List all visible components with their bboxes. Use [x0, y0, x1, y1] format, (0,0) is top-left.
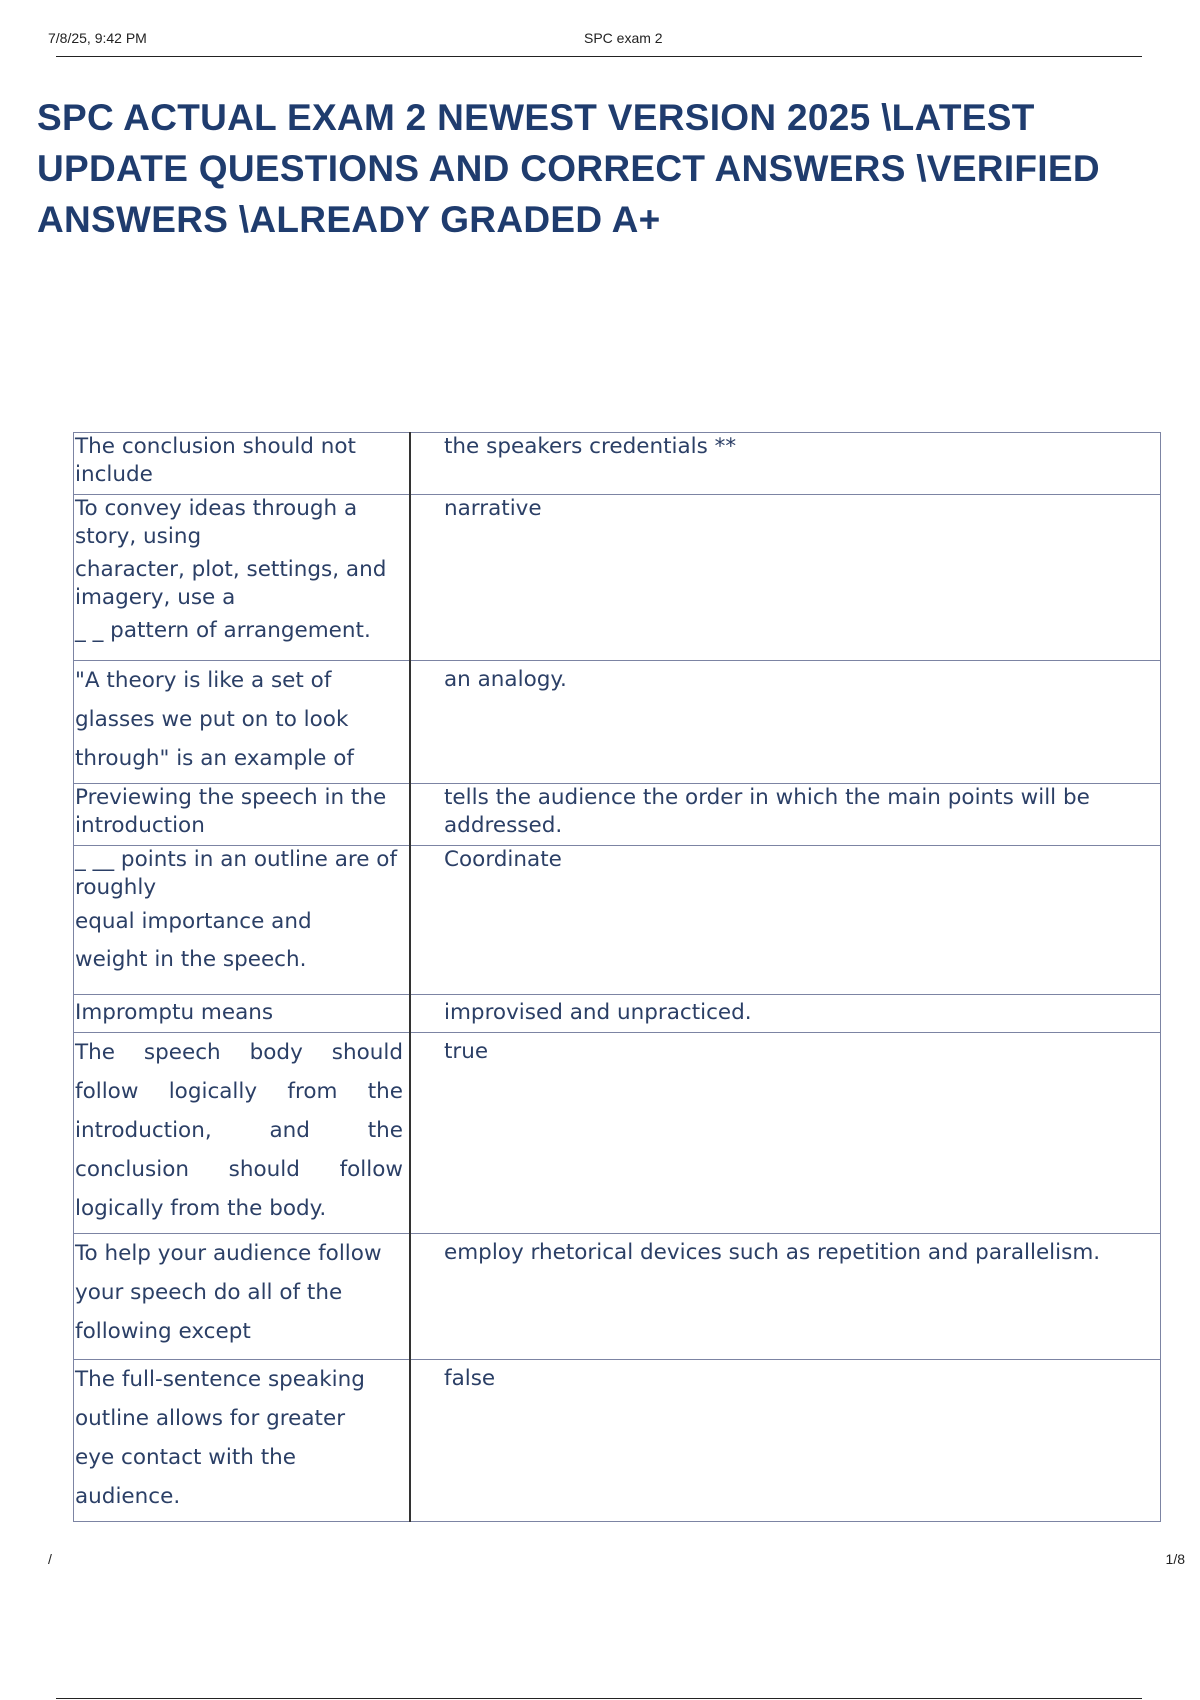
title-line: ANSWERS \ALREADY GRADED A+: [37, 199, 661, 240]
answer-line: false: [444, 1366, 496, 1391]
question-line: Impromptu means: [75, 1000, 274, 1025]
question-line: logically from the body.: [75, 1196, 327, 1221]
title-line: SPC ACTUAL EXAM 2 NEWEST VERSION 2025 \LATEST: [37, 97, 1035, 138]
question-line: follow logically from the: [75, 1079, 403, 1104]
question-cell: [74, 433, 411, 495]
answer-line: employ rhetorical devices such as repetition and parallelism.: [444, 1240, 1101, 1265]
table-row: [74, 1033, 1161, 1234]
question-cell: [74, 661, 411, 784]
question-line: roughly: [75, 875, 157, 900]
question-line: introduction: [75, 813, 205, 838]
question-line: "A theory is like a set of: [75, 668, 332, 693]
question-line: story, using: [75, 524, 202, 549]
answer-line: addressed.: [444, 813, 563, 838]
question-cell: [74, 1033, 411, 1234]
question-line: imagery, use a: [75, 585, 236, 610]
answer-cell: [410, 661, 1161, 784]
table-row: [74, 995, 1161, 1033]
answer-line: the speakers credentials **: [444, 434, 737, 459]
question-line: outline allows for greater: [75, 1406, 346, 1431]
title-line: UPDATE QUESTIONS AND CORRECT ANSWERS \VERIFIED: [37, 148, 1100, 189]
question-line: eye contact with the: [75, 1445, 297, 1470]
question-line: equal importance and: [75, 909, 312, 934]
question-line: audience.: [75, 1484, 181, 1509]
answer-cell: [410, 1033, 1161, 1234]
document-title: [37, 92, 1187, 245]
question-line: To help your audience follow: [75, 1241, 382, 1266]
question-line: character, plot, settings, and: [75, 557, 387, 582]
page-bottom-divider: [56, 1698, 1142, 1699]
table-row: [74, 433, 1161, 495]
question-line: include: [75, 462, 153, 487]
question-cell: [74, 495, 411, 661]
question-line: your speech do all of the: [75, 1280, 343, 1305]
question-line: Previewing the speech in the: [75, 785, 387, 810]
footer-url: /: [48, 1551, 52, 1567]
answer-cell: [410, 995, 1161, 1033]
answer-cell: [410, 1360, 1161, 1522]
table-row: [74, 661, 1161, 784]
header-divider: [56, 56, 1142, 57]
question-line: To convey ideas through a: [75, 496, 358, 521]
question-cell: [74, 995, 411, 1033]
question-line: conclusion should follow: [75, 1157, 403, 1182]
print-doc-name: SPC exam 2: [584, 30, 663, 46]
question-cell: [74, 784, 411, 846]
question-line: _ __ points in an outline are of: [75, 847, 398, 872]
table-row: [74, 1360, 1161, 1522]
table-row: [74, 846, 1161, 995]
table-row: [74, 784, 1161, 846]
answer-line: improvised and unpracticed.: [444, 1000, 752, 1025]
answer-cell: [410, 846, 1161, 995]
answer-line: narrative: [444, 496, 542, 521]
question-line: glasses we put on to look: [75, 707, 349, 732]
question-cell: [74, 1360, 411, 1522]
question-line: through" is an example of: [75, 746, 354, 771]
question-line: weight in the speech.: [75, 947, 307, 972]
question-line: The conclusion should not: [75, 434, 356, 459]
answer-line: true: [444, 1039, 489, 1064]
question-line: _ _ pattern of arrangement.: [75, 618, 371, 643]
table-row: [74, 1234, 1161, 1360]
question-line: The full-sentence speaking: [75, 1367, 365, 1392]
answer-cell: [410, 1234, 1161, 1360]
answer-line: tells the audience the order in which the main points will be: [444, 785, 1090, 810]
table-row: [74, 495, 1161, 661]
answer-cell: [410, 433, 1161, 495]
print-datetime: 7/8/25, 9:42 PM: [48, 30, 147, 46]
question-cell: [74, 1234, 411, 1360]
question-cell: [74, 846, 411, 995]
qa-table: [73, 432, 1161, 1522]
answer-cell: [410, 495, 1161, 661]
question-line: introduction, and the: [75, 1118, 403, 1143]
question-line: The speech body should: [75, 1040, 403, 1065]
question-line: following except: [75, 1319, 251, 1344]
page-number: 1/8: [1165, 1551, 1185, 1567]
answer-line: an analogy.: [444, 667, 567, 692]
answer-line: Coordinate: [444, 847, 562, 872]
answer-cell: [410, 784, 1161, 846]
